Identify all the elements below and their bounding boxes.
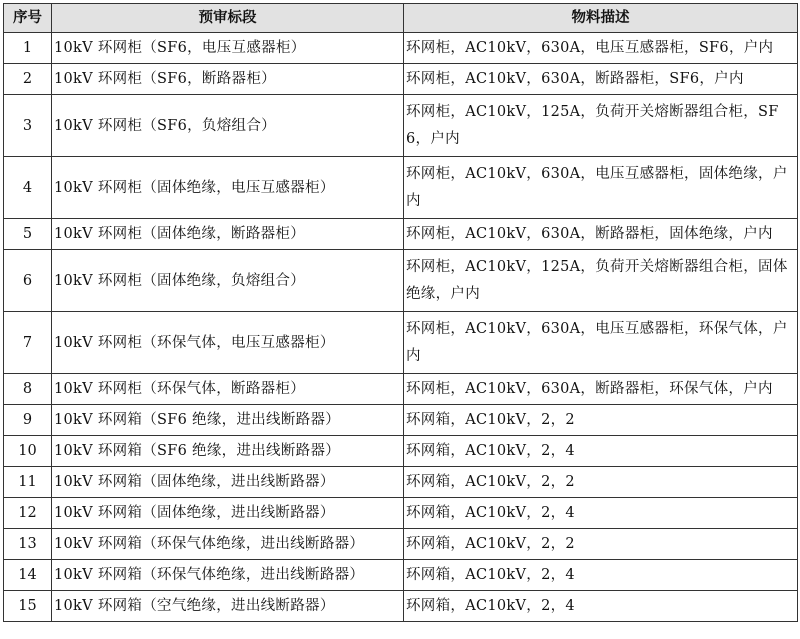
section-cell: 10kV 环网箱（SF6 绝缘，进出线断路器） (52, 405, 404, 436)
table-row (4, 157, 798, 219)
table-row (4, 219, 798, 250)
row-number-cell: 8 (4, 374, 52, 405)
table-row (4, 591, 798, 622)
description-cell: 环网柜，AC10kV，630A，断路器柜，SF6，户内 (404, 64, 798, 95)
description-cell: 环网箱，AC10kV，2，2 (404, 405, 798, 436)
description-cell: 环网柜，AC10kV，630A，断路器柜，环保气体，户内 (404, 374, 798, 405)
section-cell: 10kV 环网箱（SF6 绝缘，进出线断路器） (52, 436, 404, 467)
table-row (4, 250, 798, 312)
row-number-cell: 9 (4, 405, 52, 436)
section-cell: 10kV 环网柜（SF6，负熔组合） (52, 95, 404, 157)
section-cell: 10kV 环网箱（固体绝缘，进出线断路器） (52, 498, 404, 529)
section-cell: 10kV 环网柜（SF6，断路器柜） (52, 64, 404, 95)
row-number-cell: 11 (4, 467, 52, 498)
row-number-cell: 10 (4, 436, 52, 467)
row-number-cell: 7 (4, 312, 52, 374)
row-number-cell: 2 (4, 64, 52, 95)
section-cell: 10kV 环网箱（空气绝缘，进出线断路器） (52, 591, 404, 622)
table-row (4, 436, 798, 467)
row-number-cell: 14 (4, 560, 52, 591)
table-row (4, 498, 798, 529)
description-cell: 环网箱，AC10kV，2，4 (404, 498, 798, 529)
description-cell: 环网箱，AC10kV，2，4 (404, 560, 798, 591)
section-cell: 10kV 环网箱（环保气体绝缘，进出线断路器） (52, 529, 404, 560)
row-number-cell: 15 (4, 591, 52, 622)
row-number-cell: 4 (4, 157, 52, 219)
row-number-cell: 3 (4, 95, 52, 157)
table-body (4, 33, 798, 622)
description-cell: 环网柜，AC10kV，630A，断路器柜，固体绝缘，户内 (404, 219, 798, 250)
section-cell: 10kV 环网柜（固体绝缘，负熔组合） (52, 250, 404, 312)
row-number-cell: 6 (4, 250, 52, 312)
header-section: 预审标段 (52, 4, 404, 33)
row-number-cell: 12 (4, 498, 52, 529)
header-description: 物料描述 (404, 4, 798, 33)
description-cell: 环网箱，AC10kV，2，4 (404, 436, 798, 467)
description-cell: 环网箱，AC10kV，2，2 (404, 467, 798, 498)
section-cell: 10kV 环网柜（环保气体，电压互感器柜） (52, 312, 404, 374)
row-number-cell: 5 (4, 219, 52, 250)
table-row (4, 374, 798, 405)
row-number-cell: 1 (4, 33, 52, 64)
section-cell: 10kV 环网箱（固体绝缘，进出线断路器） (52, 467, 404, 498)
section-cell: 10kV 环网柜（环保气体，断路器柜） (52, 374, 404, 405)
table-row (4, 33, 798, 64)
section-cell: 10kV 环网柜（固体绝缘，电压互感器柜） (52, 157, 404, 219)
description-cell: 环网柜，AC10kV，630A，电压互感器柜，环保气体，户内 (404, 312, 798, 374)
description-cell: 环网箱，AC10kV，2，4 (404, 591, 798, 622)
table-row (4, 467, 798, 498)
table-row (4, 64, 798, 95)
header-no: 序号 (4, 4, 52, 33)
section-cell: 10kV 环网柜（固体绝缘，断路器柜） (52, 219, 404, 250)
row-number-cell: 13 (4, 529, 52, 560)
table-row (4, 560, 798, 591)
description-cell: 环网箱，AC10kV，2，2 (404, 529, 798, 560)
procurement-table (3, 3, 798, 622)
table-row (4, 405, 798, 436)
table-row (4, 312, 798, 374)
description-cell: 环网柜，AC10kV，630A，电压互感器柜，固体绝缘，户内 (404, 157, 798, 219)
table-row (4, 529, 798, 560)
table-row (4, 95, 798, 157)
description-cell: 环网柜，AC10kV，125A，负荷开关熔断器组合柜，SF6，户内 (404, 95, 798, 157)
description-cell: 环网柜，AC10kV，630A，电压互感器柜，SF6，户内 (404, 33, 798, 64)
section-cell: 10kV 环网箱（环保气体绝缘，进出线断路器） (52, 560, 404, 591)
section-cell: 10kV 环网柜（SF6，电压互感器柜） (52, 33, 404, 64)
header-row (4, 4, 798, 33)
description-cell: 环网柜，AC10kV，125A，负荷开关熔断器组合柜，固体绝缘，户内 (404, 250, 798, 312)
